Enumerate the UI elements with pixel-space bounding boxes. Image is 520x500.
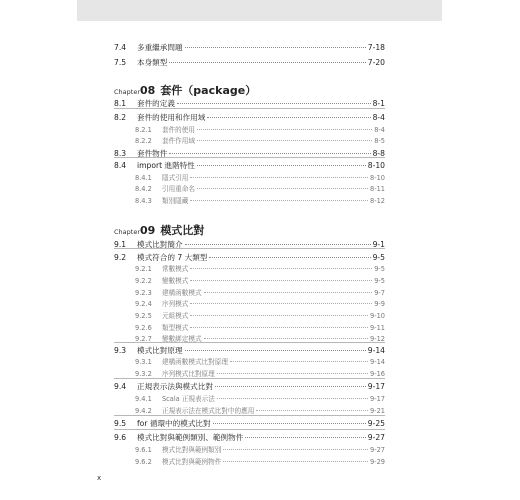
entry-page-number: 9-1	[372, 240, 385, 249]
toc-subsection-entry[interactable]	[135, 393, 385, 403]
entry-title: 類型模式	[162, 324, 189, 332]
entry-number: 9.3.1	[135, 358, 152, 366]
dot-leader	[190, 280, 372, 281]
entry-number: 9.2.2	[135, 277, 152, 285]
entry-number: 7.5	[114, 58, 127, 67]
dot-leader	[217, 373, 368, 374]
toc-subsection-entry[interactable]	[135, 356, 385, 366]
entry-number: 9.2.7	[135, 335, 152, 343]
entry-number: 8.2.1	[135, 126, 152, 134]
entry-number: 8.2.2	[135, 137, 152, 145]
entry-page-number: 8-11	[370, 185, 385, 193]
entry-page-number: 9-5	[374, 265, 385, 273]
toc-subsection-entry[interactable]	[135, 310, 385, 320]
entry-title: 模式比對簡介	[137, 240, 183, 249]
entry-number: 9.2.1	[135, 265, 152, 273]
dot-leader	[204, 292, 373, 293]
entry-number: 9.3.2	[135, 370, 152, 378]
toc-subsection-entry[interactable]	[135, 172, 385, 182]
entry-page-number: 9-21	[370, 407, 385, 415]
toc-subsection-entry[interactable]	[135, 333, 385, 343]
section-separator	[114, 378, 385, 379]
entry-number: 8.1	[114, 99, 127, 108]
toc-subsection-entry[interactable]	[135, 275, 385, 285]
entry-page-number: 9-9	[374, 300, 385, 308]
entry-page-number: 9-12	[370, 335, 385, 343]
entry-page-number: 9-27	[370, 446, 385, 454]
entry-page-number: 8-5	[374, 137, 385, 145]
chapter-label: Chapter	[114, 228, 140, 236]
entry-title: 本身類型	[137, 58, 168, 67]
entry-page-number: 9-14	[370, 358, 385, 366]
entry-title: 建構函數模式比對原理	[162, 358, 228, 366]
chapter-title: 模式比對	[160, 224, 205, 237]
dot-leader	[207, 117, 370, 118]
dot-leader	[185, 244, 371, 245]
entry-number: 8.2	[114, 113, 127, 122]
entry-title: 序列模式比對原理	[162, 370, 215, 378]
entry-number: 8.3	[114, 149, 127, 158]
entry-number: 9.2.4	[135, 300, 152, 308]
entry-number: 8.4.1	[135, 174, 152, 182]
entry-number: 9.5	[114, 419, 127, 428]
entry-number: 9.1	[114, 240, 127, 249]
entry-page-number: 9-10	[370, 312, 385, 320]
dot-leader	[256, 410, 368, 411]
entry-page-number: 8-4	[374, 126, 385, 134]
entry-title: 多重繼承問題	[137, 43, 183, 52]
entry-page-number: 8-1	[372, 99, 385, 108]
dot-leader	[185, 47, 366, 48]
dot-leader	[190, 177, 368, 178]
entry-title: 套件的使用	[162, 126, 195, 134]
entry-title: 變數模式	[162, 277, 189, 285]
chapter-title: 套件（package）	[160, 84, 257, 97]
toc-subsection-entry[interactable]	[135, 444, 385, 454]
entry-title: 模式比對與範例物件	[162, 458, 222, 466]
entry-page-number: 8-8	[372, 149, 385, 158]
entry-number: 9.6	[114, 433, 127, 442]
entry-title: 套件的定義	[137, 99, 175, 108]
dot-leader	[230, 361, 368, 362]
dot-leader	[177, 103, 371, 104]
entry-title: 元組模式	[162, 312, 189, 320]
entry-page-number: 9-14	[367, 346, 385, 355]
entry-title: 常數模式	[162, 265, 189, 273]
dot-leader	[209, 257, 370, 258]
toc-section-entry[interactable]	[114, 252, 385, 263]
toc-subsection-entry[interactable]	[135, 135, 385, 145]
dot-leader	[213, 423, 366, 424]
toc-section-entry[interactable]	[114, 381, 385, 392]
entry-title: 隱式引用	[162, 174, 189, 182]
chapter-heading	[114, 82, 256, 98]
entry-title: 正規表示法與模式比對	[137, 382, 213, 391]
entry-title: 類別隱藏	[162, 197, 189, 205]
toc-section-entry[interactable]	[114, 148, 385, 159]
entry-number: 8.4.3	[135, 197, 152, 205]
entry-page-number: 8-4	[372, 113, 385, 122]
entry-number: 9.2	[114, 253, 127, 262]
entry-number: 8.4.2	[135, 185, 152, 193]
entry-title: 套件的使用和作用域	[137, 113, 206, 122]
entry-number: 9.2.5	[135, 312, 152, 320]
toc-subsection-entry[interactable]	[135, 124, 385, 134]
dot-leader	[190, 303, 372, 304]
entry-number: 9.4.1	[135, 395, 152, 403]
toc-subsection-entry[interactable]	[135, 368, 385, 378]
entry-number: 9.2.6	[135, 324, 152, 332]
toc-subsection-entry[interactable]	[135, 287, 385, 297]
toc-section-entry[interactable]	[114, 160, 385, 171]
toc-section-entry[interactable]	[114, 98, 385, 109]
dot-leader	[190, 327, 368, 328]
entry-title: for 循環中的模式比對	[137, 419, 211, 428]
dot-leader	[190, 268, 372, 269]
toc-subsection-entry[interactable]	[135, 456, 385, 466]
dot-leader	[204, 338, 368, 339]
dot-leader	[197, 188, 368, 189]
entry-number: 9.4	[114, 382, 127, 391]
entry-title: 模式比對原理	[137, 346, 183, 355]
toc-subsection-entry[interactable]	[135, 183, 385, 193]
toc-section-entry[interactable]	[114, 432, 385, 443]
entry-title: import 進階特性	[137, 161, 195, 170]
entry-page-number: 9-25	[367, 419, 385, 428]
toc-subsection-entry[interactable]	[135, 322, 385, 332]
entry-title: 模式比對與範例類別、範例物件	[137, 433, 244, 442]
entry-number: 9.3	[114, 346, 127, 355]
entry-page-number: 9-16	[370, 370, 385, 378]
chapter-number: 08	[140, 84, 156, 97]
dot-leader	[190, 315, 368, 316]
entry-page-number: 9-29	[370, 458, 385, 466]
dot-leader	[223, 449, 368, 450]
entry-page-number: 9-27	[367, 433, 385, 442]
entry-title: 序列模式	[162, 300, 189, 308]
dot-leader	[169, 62, 365, 63]
section-separator	[114, 429, 385, 430]
entry-page-number: 9-5	[372, 253, 385, 262]
entry-page-number: 7-20	[367, 58, 385, 67]
entry-number: 9.2.3	[135, 289, 152, 297]
toc-subsection-entry[interactable]	[135, 195, 385, 205]
entry-number: 7.4	[114, 43, 127, 52]
entry-page-number: 9-5	[374, 277, 385, 285]
toc-subsection-entry[interactable]	[135, 298, 385, 308]
entry-title: 引用重命名	[162, 185, 195, 193]
entry-page-number: 9-17	[370, 395, 385, 403]
dot-leader	[197, 140, 372, 141]
toc-subsection-entry[interactable]	[135, 405, 385, 415]
entry-title: Scala 正規表示法	[162, 395, 215, 403]
chapter-label: Chapter	[114, 88, 140, 96]
dot-leader	[169, 153, 370, 154]
entry-title: 模式比對與範例類別	[162, 446, 222, 454]
toc-section-entry[interactable]	[114, 42, 385, 53]
entry-title: 套件物件	[137, 149, 168, 158]
toc-section-entry[interactable]	[114, 345, 385, 356]
entry-number: 8.4	[114, 161, 127, 170]
chapter-number: 09	[140, 224, 156, 237]
toc-section-entry[interactable]	[114, 57, 385, 68]
toc-section-entry[interactable]	[114, 112, 385, 123]
entry-page-number: 8-12	[370, 197, 385, 205]
dot-leader	[197, 129, 372, 130]
entry-number: 9.6.1	[135, 446, 152, 454]
entry-page-number: 8-10	[367, 161, 385, 170]
chapter-heading	[114, 222, 204, 238]
entry-number: 9.6.2	[135, 458, 152, 466]
dot-leader	[245, 437, 365, 438]
entry-title: 模式符合的 7 大類型	[137, 253, 208, 262]
dot-leader	[223, 461, 368, 462]
dot-leader	[215, 386, 366, 387]
entry-page-number: 8-10	[370, 174, 385, 182]
entry-page-number: 9-11	[370, 324, 385, 332]
toc-subsection-entry[interactable]	[135, 263, 385, 273]
entry-number: 9.4.2	[135, 407, 152, 415]
entry-page-number: 9-17	[367, 382, 385, 391]
dot-leader	[190, 200, 368, 201]
entry-title: 套件作用域	[162, 137, 195, 145]
dot-leader	[217, 398, 368, 399]
section-separator	[114, 415, 385, 416]
toc-section-entry[interactable]	[114, 239, 385, 250]
entry-title: 正規表示法在模式比對中的應用	[162, 407, 255, 415]
dot-leader	[185, 350, 366, 351]
page-folio: x	[97, 474, 102, 482]
entry-page-number: 7-18	[367, 43, 385, 52]
dot-leader	[197, 165, 366, 166]
entry-page-number: 9-7	[374, 289, 385, 297]
toc-section-entry[interactable]	[114, 418, 385, 429]
entry-title: 變數綁定模式	[162, 335, 202, 343]
entry-title: 建構函數模式	[162, 289, 202, 297]
